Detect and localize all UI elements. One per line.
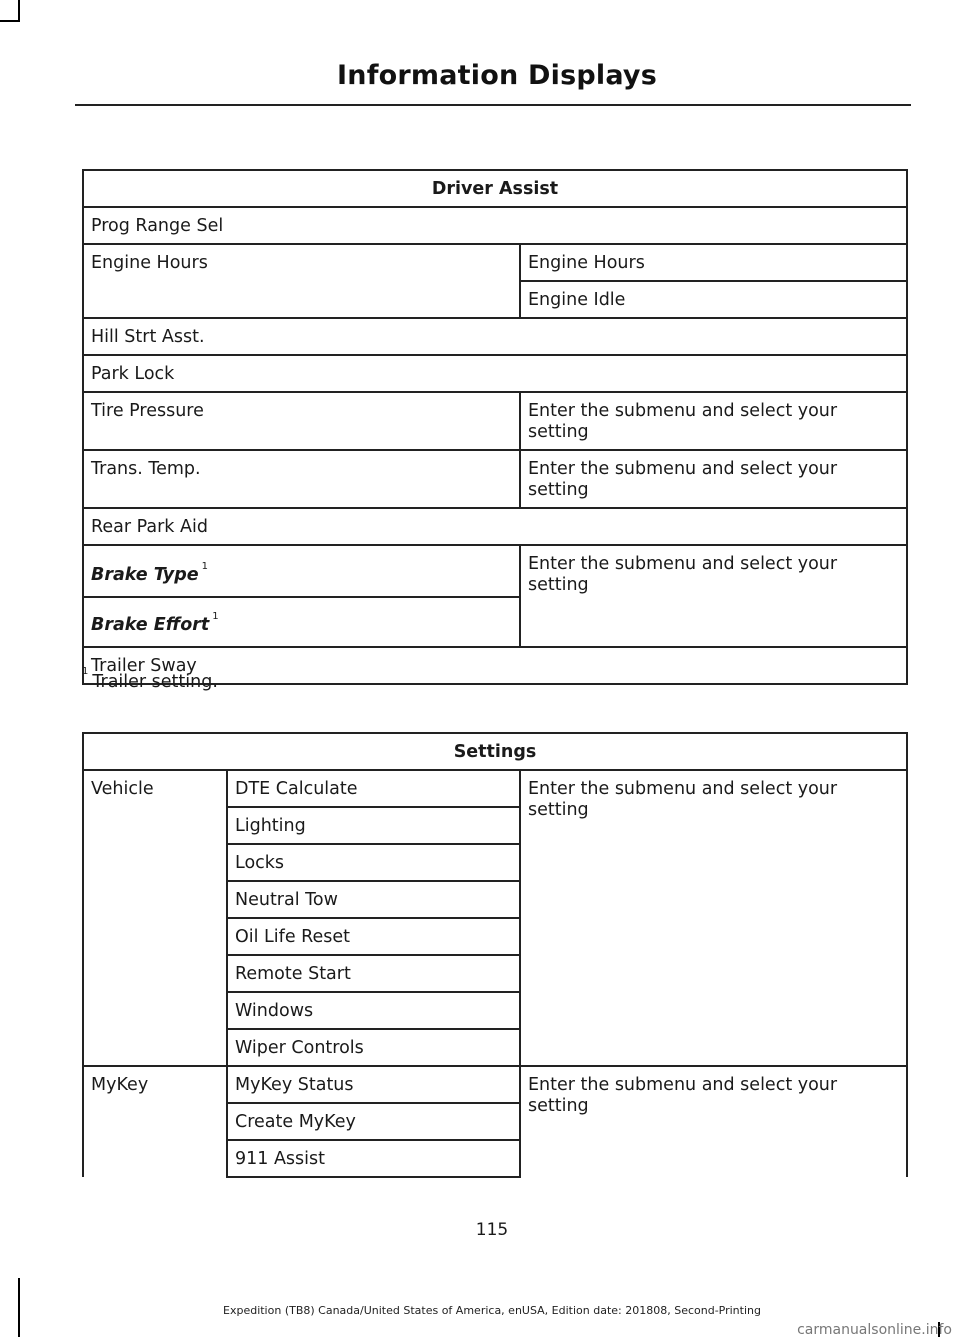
table-cell: Neutral Tow	[227, 881, 520, 918]
page-title: Information Displays	[337, 60, 657, 91]
table-cell: Engine Hours	[520, 244, 907, 281]
settings-heading: Settings	[83, 733, 907, 770]
table-cell: MyKey Status	[227, 1066, 520, 1103]
table-cell: 911 Assist	[227, 1140, 520, 1177]
header-divider	[75, 104, 911, 106]
edition-footer: Expedition (TB8) Canada/United States of America, enUSA, Edition date: 201808, Second-Printing	[223, 1304, 761, 1317]
table-cell: Enter the submenu and select your setting	[520, 545, 907, 647]
driver-assist-table	[82, 169, 908, 685]
table-cell: Locks	[227, 844, 520, 881]
footnote-marker: 1	[201, 561, 208, 572]
table-row: Trailer Sway	[83, 647, 907, 684]
table-cell: Enter the submenu and select your setting	[520, 392, 907, 450]
brake-type-label: Brake Type	[91, 564, 199, 585]
crop-mark-top-left	[18, 0, 20, 22]
table-cell: Wiper Controls	[227, 1029, 520, 1066]
watermark: carmanualsonline.info	[797, 1322, 952, 1338]
table-cell	[83, 545, 520, 597]
table-cell: Trans. Temp.	[83, 450, 520, 508]
table-cell: Enter the submenu and select your setting	[520, 450, 907, 508]
table-cell: Remote Start	[227, 955, 520, 992]
table-cell: DTE Calculate	[227, 770, 520, 807]
crop-mark-top-left-h	[0, 20, 20, 22]
page-number: 115	[475, 1220, 509, 1240]
table-row: Rear Park Aid	[83, 508, 907, 545]
table-cell: Enter the submenu and select your setting	[520, 770, 907, 1066]
table-cell: MyKey	[83, 1066, 227, 1177]
table-cell: Lighting	[227, 807, 520, 844]
footnote-marker: 1	[82, 666, 89, 678]
settings-table	[82, 732, 908, 1178]
table-cell: Vehicle	[83, 770, 227, 1066]
brake-effort-label: Brake Effort	[91, 614, 210, 635]
table-row: Hill Strt Asst.	[83, 318, 907, 355]
table-cell: Windows	[227, 992, 520, 1029]
table-cell: Tire Pressure	[83, 392, 520, 450]
table-cell: Oil Life Reset	[227, 918, 520, 955]
table-cell: Create MyKey	[227, 1103, 520, 1140]
table-row: Prog Range Sel	[83, 207, 907, 244]
table-cell	[83, 597, 520, 647]
driver-assist-heading: Driver Assist	[83, 170, 907, 207]
table-row: Park Lock	[83, 355, 907, 392]
footnote-text: Trailer setting.	[92, 672, 218, 692]
table-cell: Engine Idle	[520, 281, 907, 318]
table-cell: Engine Hours	[83, 244, 520, 318]
footnote-marker: 1	[212, 611, 219, 622]
table-cell: Enter the submenu and select your setting	[520, 1066, 907, 1177]
